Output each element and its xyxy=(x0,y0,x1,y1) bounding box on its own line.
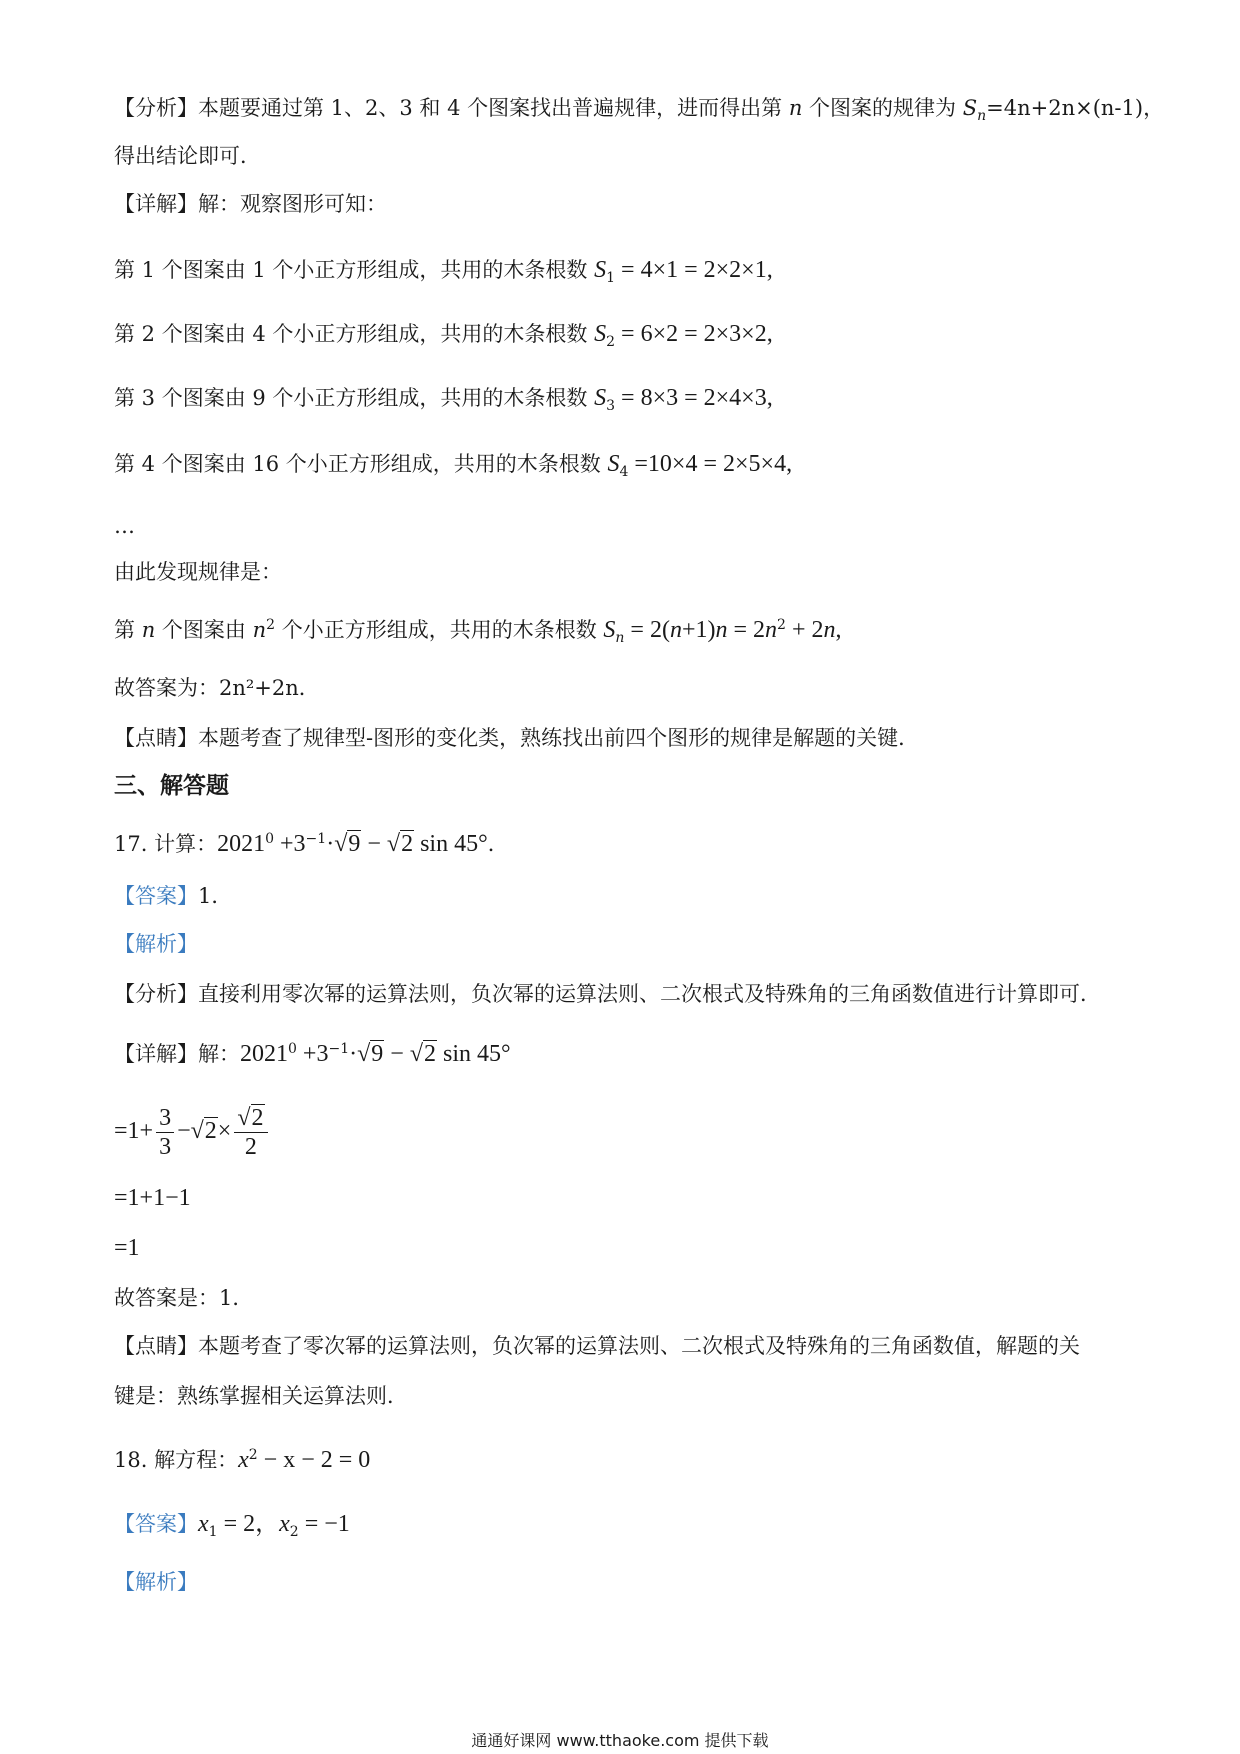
pattern-sub: 1 xyxy=(606,270,616,287)
pattern-eq: = 4×1 = 2×2×1, xyxy=(615,257,773,283)
sqrt-icon: √ xyxy=(190,1118,204,1145)
q18-jiexi xyxy=(114,1566,198,1598)
q17-dianjing-tag: 【点睛】 xyxy=(114,1334,198,1358)
q17-d-exp-neg1: −1 xyxy=(328,1041,350,1057)
frac-den: 2 xyxy=(244,1134,257,1160)
q18-answer xyxy=(114,1508,350,1540)
q17-jiexi-tag: 【解析】 xyxy=(114,932,198,956)
dianjing-tag: 【点睛】 xyxy=(114,726,198,750)
q17-fenxi-text: 直接利用零次幂的运算法则，负次幂的运算法则、二次根式及特殊角的三角函数值进行计算即可． xyxy=(198,982,1101,1006)
rule-eq-4: + 2 xyxy=(785,617,824,643)
q17-xiangjie xyxy=(114,1038,511,1070)
q17-expr-f: 2 xyxy=(401,831,414,857)
rule-text-2: 个图案由 xyxy=(155,618,253,642)
q17-step3 xyxy=(114,1232,140,1264)
pattern-s: S xyxy=(594,321,607,347)
rule-line xyxy=(114,614,842,646)
q17-exp-0: 0 xyxy=(265,831,274,847)
q18-ans-2: = −1 xyxy=(298,1511,350,1537)
xiangjie-tag: 【详解】 xyxy=(114,192,198,216)
pattern-eq: = 8×3 = 2×4×3, xyxy=(615,385,773,411)
q17-d-expr-e: − xyxy=(384,1041,410,1067)
rule-s: S xyxy=(603,617,616,643)
rule-eq-1: = 2( xyxy=(624,617,670,643)
sqrt-icon: √ xyxy=(409,1041,423,1067)
dianjing-text: 本题考查了规律型-图形的变化类，熟练找出前四个图形的规律是解题的关键． xyxy=(198,726,920,750)
fenxi-line-2 xyxy=(114,140,261,172)
q17-answer-value: 1． xyxy=(198,884,233,908)
q17-step1-d: × xyxy=(217,1118,232,1145)
pattern-eq: = 6×2 = 2×3×2, xyxy=(615,321,773,347)
q17-step1-a: =1+ xyxy=(114,1118,154,1145)
pattern-sub: 2 xyxy=(606,334,616,351)
q17-step3-text: =1 xyxy=(114,1235,140,1261)
q17-xiangjie-text: 解： xyxy=(198,1042,240,1066)
q17-expr-b: +3 xyxy=(274,831,306,857)
section-title xyxy=(114,770,229,802)
q17-final-label: 故答案是： xyxy=(114,1286,219,1310)
answer-label: 故答案为： xyxy=(114,676,219,700)
q17-d-expr-a: 2021 xyxy=(240,1041,288,1067)
xiangjie-line xyxy=(114,188,387,220)
q18-eq-a: − x − 2 = 0 xyxy=(257,1447,371,1473)
q17-step1-b: − xyxy=(177,1118,191,1145)
rule-intro xyxy=(114,556,282,588)
q17-d-expr-d: 9 xyxy=(371,1041,384,1067)
rule-eq-n3: n xyxy=(765,617,778,643)
rule-eq-exp: 2 xyxy=(777,617,786,633)
q17-jiexi xyxy=(114,928,198,960)
q17-expr-end: ． xyxy=(487,832,509,856)
pattern-text: 第 3 个图案由 9 个小正方形组成，共用的木条根数 xyxy=(114,386,595,410)
q18-x1-sub: 1 xyxy=(208,1524,218,1541)
q17-d-exp-0: 0 xyxy=(288,1041,297,1057)
pattern-s: S xyxy=(607,451,620,477)
sqrt-icon: √ xyxy=(334,831,348,857)
fenxi-tag: 【分析】 xyxy=(114,96,198,120)
q17-xiangjie-tag: 【详解】 xyxy=(114,1042,198,1066)
q17-frac-1 xyxy=(156,1104,174,1161)
q18-number: 18. xyxy=(114,1448,155,1472)
q18-answer-tag: 【答案】 xyxy=(114,1512,198,1536)
answer-value: 2n²+2n． xyxy=(219,676,320,700)
rule-eq-n2: n xyxy=(715,617,728,643)
pattern-line-4 xyxy=(114,448,792,480)
frac-num: √2 xyxy=(234,1104,267,1133)
q18-ans-1: = 2， xyxy=(217,1511,280,1537)
answer-line xyxy=(114,672,320,704)
pattern-text: 第 1 个图案由 1 个小正方形组成，共用的木条根数 xyxy=(114,258,595,282)
fenxi-n: n xyxy=(788,96,803,120)
section-title-text: 三、解答题 xyxy=(114,772,229,799)
q17-dianjing-text-1: 本题考查了零次幂的运算法则，负次幂的运算法则、二次根式及特殊角的三角函数值，解题的关 xyxy=(198,1334,1080,1358)
pattern-sub: 4 xyxy=(619,464,629,481)
rule-eq-n: n xyxy=(669,617,682,643)
rule-intro-text: 由此发现规律是： xyxy=(114,560,282,584)
fenxi-line2-text: 得出结论即可． xyxy=(114,144,261,168)
q17-d-expr-b: +3 xyxy=(296,1041,329,1067)
q17-final xyxy=(114,1282,253,1314)
q17-expr-a: 2021 xyxy=(217,831,266,857)
q17-step1-c: 2 xyxy=(204,1118,217,1145)
frac-den: 3 xyxy=(159,1134,172,1160)
rule-eq-n4: n xyxy=(823,617,836,643)
sqrt-icon: √ xyxy=(357,1041,371,1067)
q17-dianjing-2 xyxy=(114,1380,408,1412)
pattern-line-1 xyxy=(114,254,773,286)
q17-d-expr-c: · xyxy=(349,1041,358,1067)
pattern-s: S xyxy=(594,257,607,283)
fenxi-formula-sub: n xyxy=(977,108,987,125)
q17-step1 xyxy=(114,1104,271,1161)
q17-exp-neg1: −1 xyxy=(305,831,327,847)
fenxi-text-2: 个图案的规律为 xyxy=(802,96,963,120)
pattern-line-3 xyxy=(114,382,773,414)
q18-x: x xyxy=(238,1447,249,1473)
q17-answer xyxy=(114,880,232,912)
pattern-sub: 3 xyxy=(606,398,616,415)
q18-x1: x xyxy=(198,1511,209,1537)
q17-final-value: 1． xyxy=(219,1286,254,1310)
footer-text: 通通好课网 www.tthaoke.com 提供下载 xyxy=(471,1731,769,1750)
pattern-eq: =10×4 = 2×5×4, xyxy=(628,451,793,477)
q17-expr-d: 9 xyxy=(348,831,361,857)
xiangjie-text: 解：观察图形可知： xyxy=(198,192,387,216)
q17-frac-2 xyxy=(234,1104,267,1161)
q18-label: 解方程： xyxy=(154,1448,239,1472)
q17-expr-g: sin 45° xyxy=(414,831,488,857)
fenxi-formula-rest: =4n+2n×(n-1)， xyxy=(986,96,1165,120)
rule-n: n xyxy=(141,618,156,642)
frac-num: 3 xyxy=(156,1104,174,1133)
q18-x2: x xyxy=(279,1511,290,1537)
q17-fenxi-tag: 【分析】 xyxy=(114,982,198,1006)
ellipsis xyxy=(114,510,135,542)
q17-label: 计算： xyxy=(154,832,218,856)
rule-text-1: 第 xyxy=(114,618,142,642)
rule-text-3: 个小正方形组成，共用的木条根数 xyxy=(275,618,604,642)
q18-x2-sub: 2 xyxy=(289,1524,299,1541)
q17-dianjing-text-2: 键是：熟练掌握相关运算法则． xyxy=(114,1384,408,1408)
q17-dianjing-1 xyxy=(114,1330,1080,1362)
q17-d-expr-g: sin 45° xyxy=(437,1041,511,1067)
q17-fenxi xyxy=(114,978,1101,1010)
q17-expr-e: − xyxy=(361,831,387,857)
fenxi-line-1 xyxy=(114,92,1164,124)
q17-step2-text: =1+1−1 xyxy=(114,1185,191,1211)
rule-eq-2: +1) xyxy=(681,617,716,643)
rule-s-sub: n xyxy=(615,630,625,647)
q17-d-expr-f: 2 xyxy=(424,1041,436,1067)
q18-x-exp: 2 xyxy=(248,1447,258,1463)
q17-number: 17. xyxy=(114,832,155,856)
pattern-s: S xyxy=(594,385,607,411)
q17-answer-tag: 【答案】 xyxy=(114,884,198,908)
pattern-line-2 xyxy=(114,318,773,350)
rule-n2-exp: 2 xyxy=(266,617,276,633)
frac-num-rad: 2 xyxy=(251,1105,264,1131)
pattern-text: 第 2 个图案由 4 个小正方形组成，共用的木条根数 xyxy=(114,322,595,346)
q18-jiexi-tag: 【解析】 xyxy=(114,1570,198,1594)
sqrt-icon: √ xyxy=(386,831,401,857)
rule-n2: n xyxy=(252,618,267,642)
rule-eq-3: = 2 xyxy=(727,617,766,643)
q17-step2 xyxy=(114,1182,191,1214)
q17-question xyxy=(114,828,509,860)
fenxi-text-1: 本题要通过第 1、2、3 和 4 个图案找出普遍规律，进而得出第 xyxy=(198,96,789,120)
dianjing-line xyxy=(114,722,919,754)
rule-eq-5: , xyxy=(835,617,842,643)
q17-expr-c: · xyxy=(326,831,335,857)
ellipsis-text: … xyxy=(114,514,135,538)
q18-question xyxy=(114,1444,370,1476)
page-footer xyxy=(0,1728,1240,1751)
fenxi-formula-s: S xyxy=(962,96,978,120)
pattern-text: 第 4 个图案由 16 个小正方形组成，共用的木条根数 xyxy=(114,452,608,476)
